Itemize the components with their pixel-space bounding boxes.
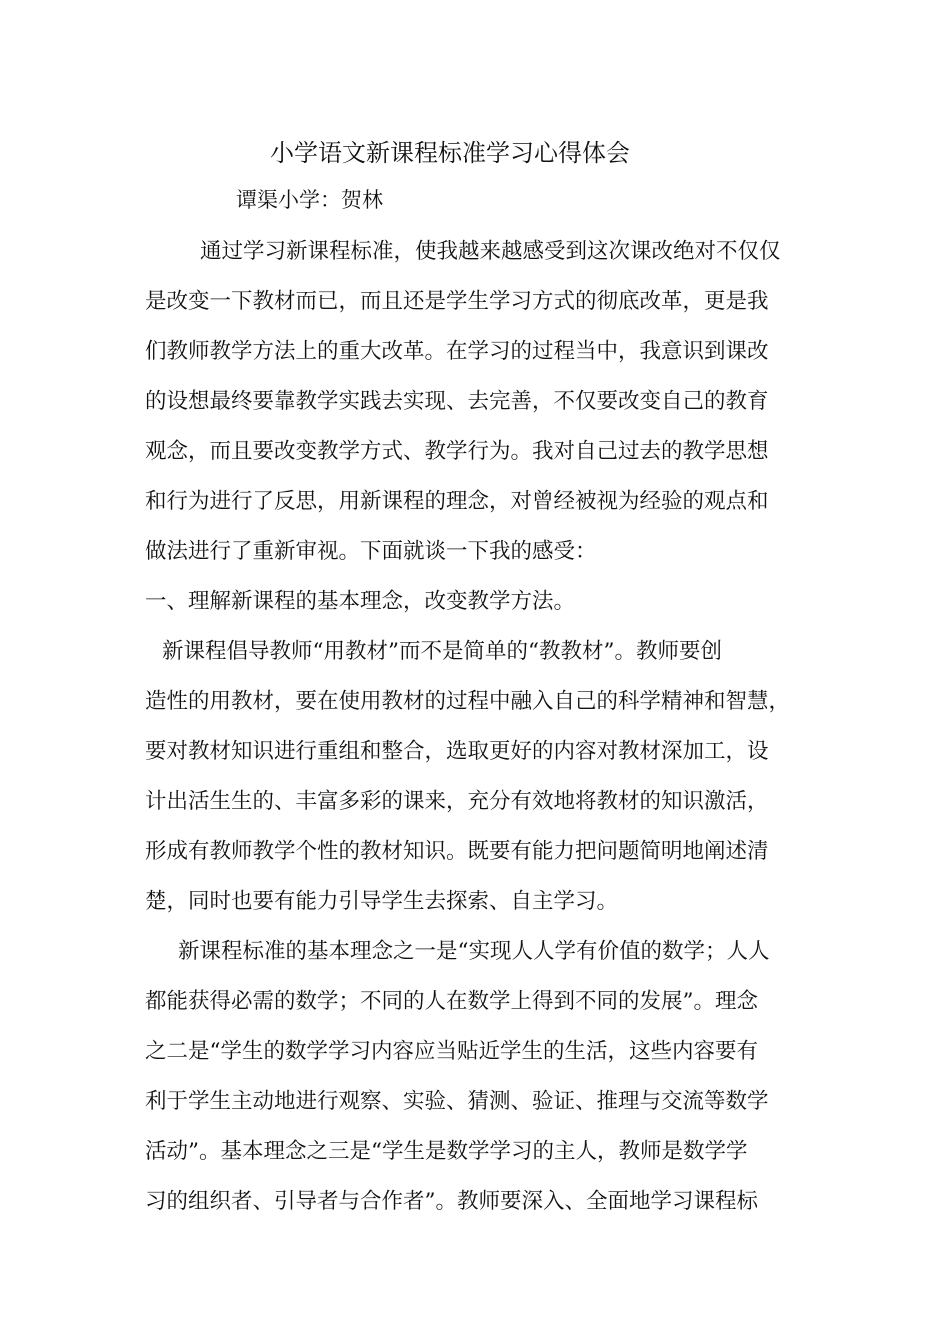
body-line: 形成有教师教学个性的教材知识。既要有能力把问题简明地阐述清 <box>145 839 769 864</box>
body-line: 之二是“学生的数学学习内容应当贴近学生的生活，这些内容要有 <box>145 1039 758 1064</box>
author-line: 谭渠小学：贺林 <box>236 188 383 212</box>
body-line: 活动”。基本理念之三是“学生是数学学习的主人，教师是数学学 <box>145 1139 748 1164</box>
body-line: 造性的用教材，要在使用教材的过程中融入自己的科学精神和智慧， <box>145 689 791 714</box>
body-line: 通过学习新课程标准，使我越来越感受到这次课改绝对不仅仅 <box>200 239 781 264</box>
body-line: 是改变一下教材而已，而且还是学生学习方式的彻底改革，更是我 <box>145 289 769 314</box>
body-line: 做法进行了重新审视。下面就谈一下我的感受： <box>145 539 597 564</box>
body-line: 楚，同时也要有能力引导学生去探索、自主学习。 <box>145 889 619 914</box>
body-line: 们教师教学方法上的重大改革。在学习的过程当中，我意识到课改 <box>145 339 769 364</box>
body-line: 观念，而且要改变教学方式、教学行为。我对自己过去的教学思想 <box>145 439 769 464</box>
section-heading: 一、理解新课程的基本理念，改变教学方法。 <box>145 589 576 614</box>
body-line: 习的组织者、引导者与合作者”。教师要深入、全面地学习课程标 <box>145 1189 758 1214</box>
body-line: 利于学生主动地进行观察、实验、猜测、验证、推理与交流等数学 <box>145 1089 769 1114</box>
body-line: 要对教材知识进行重组和整合，选取更好的内容对教材深加工，设 <box>145 739 769 764</box>
body-line: 计出活生生的、丰富多彩的课来，充分有效地将教材的知识激活， <box>145 789 769 814</box>
body-line: 新课程标准的基本理念之一是“实现人人学有价值的数学；人人 <box>178 939 770 964</box>
body-line: 的设想最终要靠教学实践去实现、去完善，不仅要改变自己的教育 <box>145 389 769 414</box>
document-title: 小学语文新课程标准学习心得体会 <box>270 139 630 167</box>
body-line: 新课程倡导教师“用教材”而不是简单的“教教材”。教师要创 <box>162 639 722 664</box>
body-line: 和行为进行了反思，用新课程的理念，对曾经被视为经验的观点和 <box>145 489 769 514</box>
body-line: 都能获得必需的数学；不同的人在数学上得到不同的发展”。理念 <box>145 989 758 1014</box>
